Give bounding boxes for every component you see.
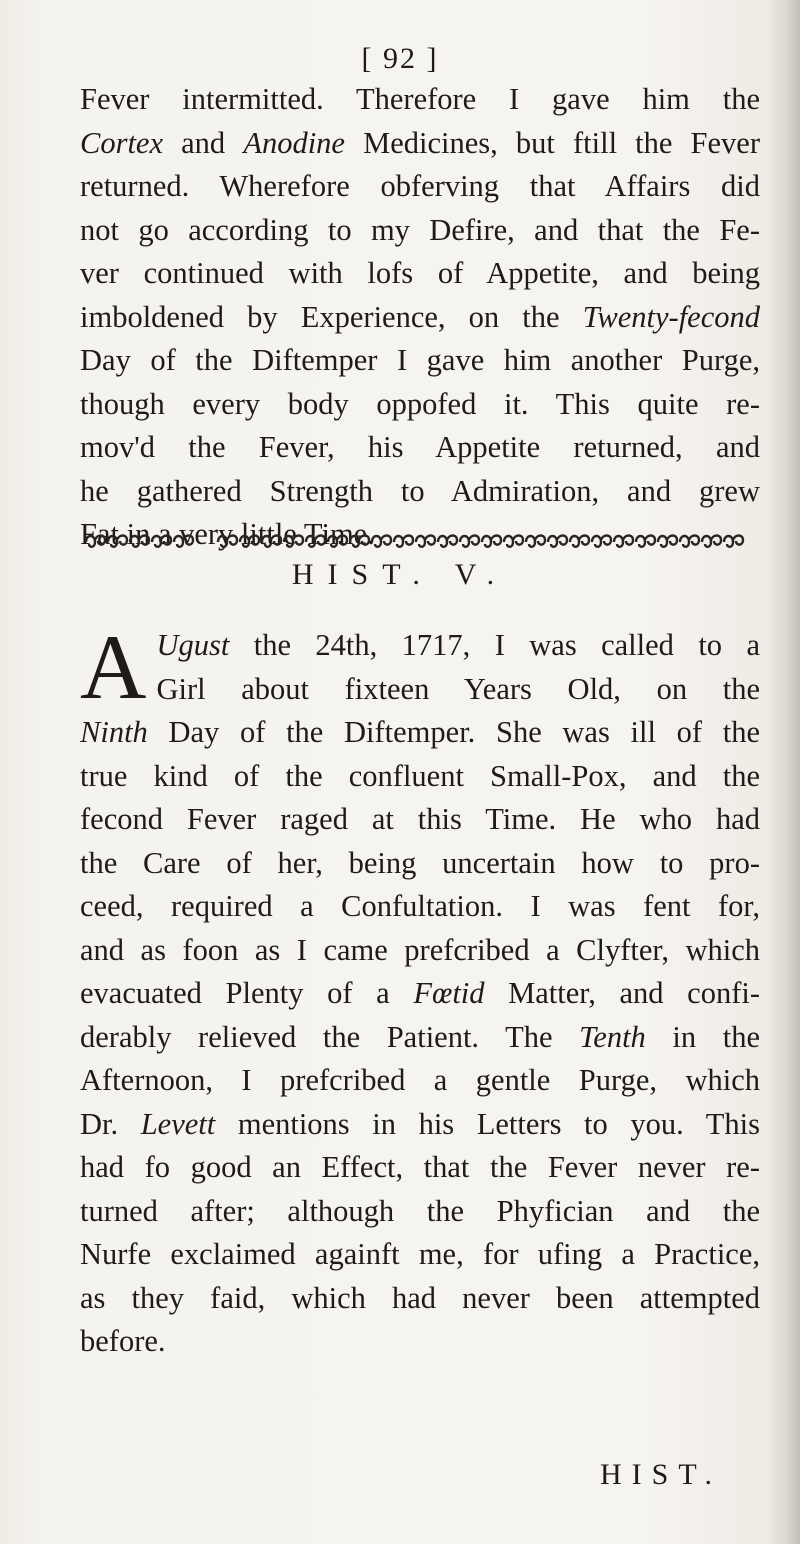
text-run: the 24th, 1717, I was called to a: [229, 628, 760, 662]
text-line: [80, 885, 760, 929]
text-line: [80, 1016, 760, 1060]
text-line: [80, 209, 760, 253]
text-line: [80, 165, 760, 209]
text-run: Medicines, but ftill the Fever: [344, 125, 760, 160]
text-run: returned. Wherefore obferving that Affairs did: [80, 169, 760, 203]
text-run: Matter, and confi-: [484, 976, 760, 1010]
text-run: though every body oppofed it. This quite re-: [80, 386, 760, 421]
text-run: not go according to my Defire, and that the Fe-: [80, 212, 760, 247]
text-line: [80, 1320, 760, 1364]
text-run: Girl about fixteen Years Old, on the: [156, 671, 760, 706]
text-line: [80, 470, 760, 514]
text-run: and as foon as I came prefcribed a Clyfter, which: [80, 932, 760, 967]
text-run: true kind of the confluent Small-Pox, and the: [80, 758, 760, 793]
italic-term: Fœtid: [413, 976, 485, 1010]
text-run: imboldened by Experience, on the: [80, 299, 583, 334]
text-run: in the: [645, 1019, 760, 1054]
italic-term: Levett: [140, 1106, 216, 1141]
text-run: Nurfe exclaimed againft me, for ufing a Practice,: [80, 1237, 760, 1271]
italic-term: Anodine: [243, 125, 345, 160]
paragraph-2-text: [80, 616, 760, 1364]
italic-term: Cortex: [80, 125, 164, 160]
ornament-divider-icon: [80, 528, 760, 552]
text-line: [80, 711, 760, 755]
text-line: [80, 383, 760, 427]
text-run: the Care of her, being uncertain how to pro-: [80, 845, 760, 880]
text-line: [80, 78, 760, 122]
text-run: Day of the Diftemper. She was ill of the: [147, 715, 760, 749]
paragraph-2: [80, 616, 760, 1364]
italic-term: Ninth: [80, 715, 148, 749]
drop-cap: A: [80, 616, 147, 718]
text-line: [80, 972, 760, 1016]
page-edge-shadow: [766, 0, 800, 1544]
paragraph-1-text: [80, 78, 760, 557]
text-line: [80, 798, 760, 842]
text-run: ver continued with lofs of Appetite, and being: [80, 256, 760, 290]
italic-term: Tenth: [579, 1019, 646, 1054]
text-line: [80, 1146, 760, 1190]
ornament-divider: [80, 528, 760, 552]
text-line: [80, 842, 760, 886]
text-run: fecond Fever raged at this Time. He who had: [80, 802, 760, 836]
text-run: derably relieved the Patient. The: [80, 1019, 580, 1054]
italic-term: Ugust: [156, 628, 230, 662]
text-run: Fever intermitted. Therefore I gave him the: [80, 82, 760, 116]
text-line: [80, 668, 760, 712]
text-run: evacuated Plenty of a: [80, 976, 414, 1010]
text-run: mentions in his Letters to you. This: [215, 1106, 760, 1141]
text-line: [80, 339, 760, 383]
text-line: [80, 1103, 760, 1147]
italic-term: Twenty-fecond: [582, 299, 760, 334]
text-run: Day of the Diftemper I gave him another Purge,: [80, 343, 760, 377]
text-run: had fo good an Effect, that the Fever never re-: [80, 1150, 760, 1184]
text-run: and: [163, 125, 244, 160]
text-run: Fat in a very little Time.: [80, 517, 375, 551]
text-line: [80, 1277, 760, 1321]
text-run: ceed, required a Confultation. I was fent for,: [80, 889, 760, 923]
text-line: [80, 755, 760, 799]
text-line: [80, 426, 760, 470]
text-run: Afternoon, I prefcribed a gentle Purge, which: [80, 1063, 760, 1097]
text-run: Dr.: [80, 1106, 141, 1141]
text-run: mov'd the Fever, his Appetite returned, and: [80, 430, 760, 464]
text-line: [80, 296, 760, 340]
text-line: [80, 1059, 760, 1103]
text-line: [80, 1190, 760, 1234]
paragraph-1: [80, 78, 760, 557]
text-run: before.: [80, 1324, 166, 1358]
text-run: turned after; although the Phyfician and the: [80, 1193, 760, 1228]
text-line: [80, 122, 760, 166]
text-line: [80, 252, 760, 296]
text-line: [80, 1233, 760, 1277]
page-number: [ 92 ]: [361, 42, 439, 75]
text-run: as they faid, which had never been attempted: [80, 1280, 760, 1315]
text-line: [80, 624, 760, 668]
section-heading: HIST. V.: [291, 558, 509, 591]
catchword: HIST.: [600, 1458, 722, 1491]
text-line: [80, 929, 760, 973]
text-run: he gathered Strength to Admiration, and grew: [80, 473, 760, 508]
